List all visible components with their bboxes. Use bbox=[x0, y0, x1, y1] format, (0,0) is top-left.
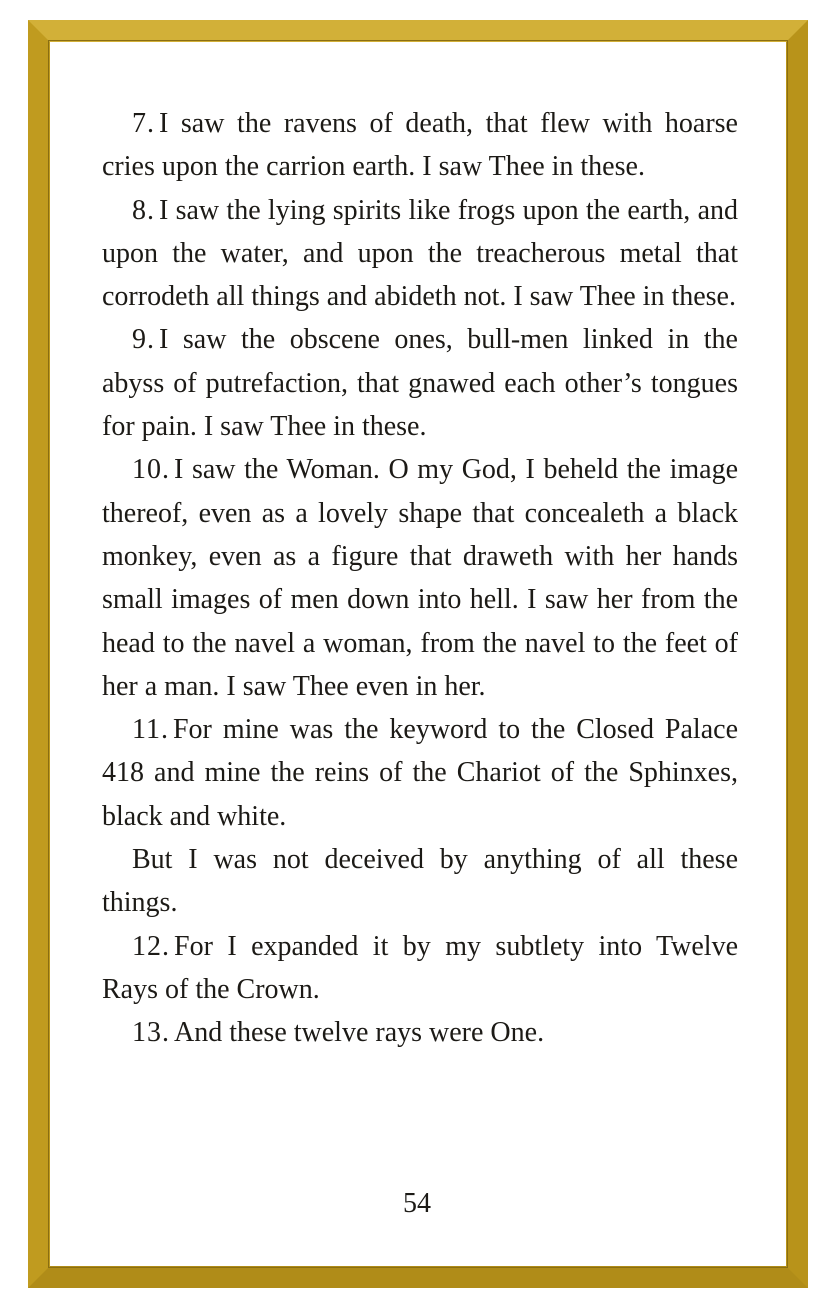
verse-number: 11. bbox=[132, 714, 169, 746]
verse-number: 10. bbox=[132, 454, 170, 486]
verse-11-continuation bbox=[102, 838, 738, 925]
verse-12 bbox=[102, 925, 738, 1012]
verse-number: 13. bbox=[132, 1017, 170, 1049]
verse-number: 12. bbox=[132, 930, 170, 962]
verse-text: I saw the lying spirits like frogs upon the earth, and upon the water, and upon the treacherous metal that corrodeth all things and abideth not. I saw Thee in these. bbox=[102, 194, 738, 313]
verse-10 bbox=[102, 448, 738, 708]
verse-text: For I expanded it by my subtlety into Twelve Rays of the Crown. bbox=[102, 930, 738, 1005]
verse-number: 8. bbox=[132, 194, 155, 226]
verse-text: I saw the ravens of death, that flew with hoarse cries upon the carrion earth. I saw Thee in these. bbox=[102, 108, 738, 183]
verse-number: 7. bbox=[132, 108, 155, 139]
verse-text: But I was not deceived by anything of all these things. bbox=[102, 844, 738, 919]
verse-text: And these twelve rays were One. bbox=[174, 1017, 545, 1049]
verse-11 bbox=[102, 708, 738, 838]
verse-9 bbox=[102, 318, 738, 448]
verse-text-block bbox=[102, 102, 738, 1055]
verse-8 bbox=[102, 189, 738, 319]
verse-7 bbox=[102, 102, 738, 189]
page-number: 54 bbox=[403, 1188, 431, 1219]
verse-text: I saw the obscene ones, bull-men linked in the abyss of putrefaction, that gnawed each other’s tongues for pain. I saw Thee in these. bbox=[102, 324, 738, 443]
page-frame bbox=[28, 20, 808, 1288]
verse-text: For mine was the keyword to the Closed Palace 418 and mine the reins of the Chariot of the Sphinxes, black and white. bbox=[102, 714, 738, 832]
verse-text: I saw the Woman. O my God, I beheld the image thereof, even as a lovely shape that concealeth a black monkey, even as a figure that draweth with her hands small images of men down into hell. I saw her from the head to the navel a woman, from the navel to the feet of her a man. I saw Thee even in her. bbox=[102, 454, 738, 702]
verse-number: 9. bbox=[132, 324, 155, 356]
verse-13 bbox=[102, 1011, 738, 1054]
